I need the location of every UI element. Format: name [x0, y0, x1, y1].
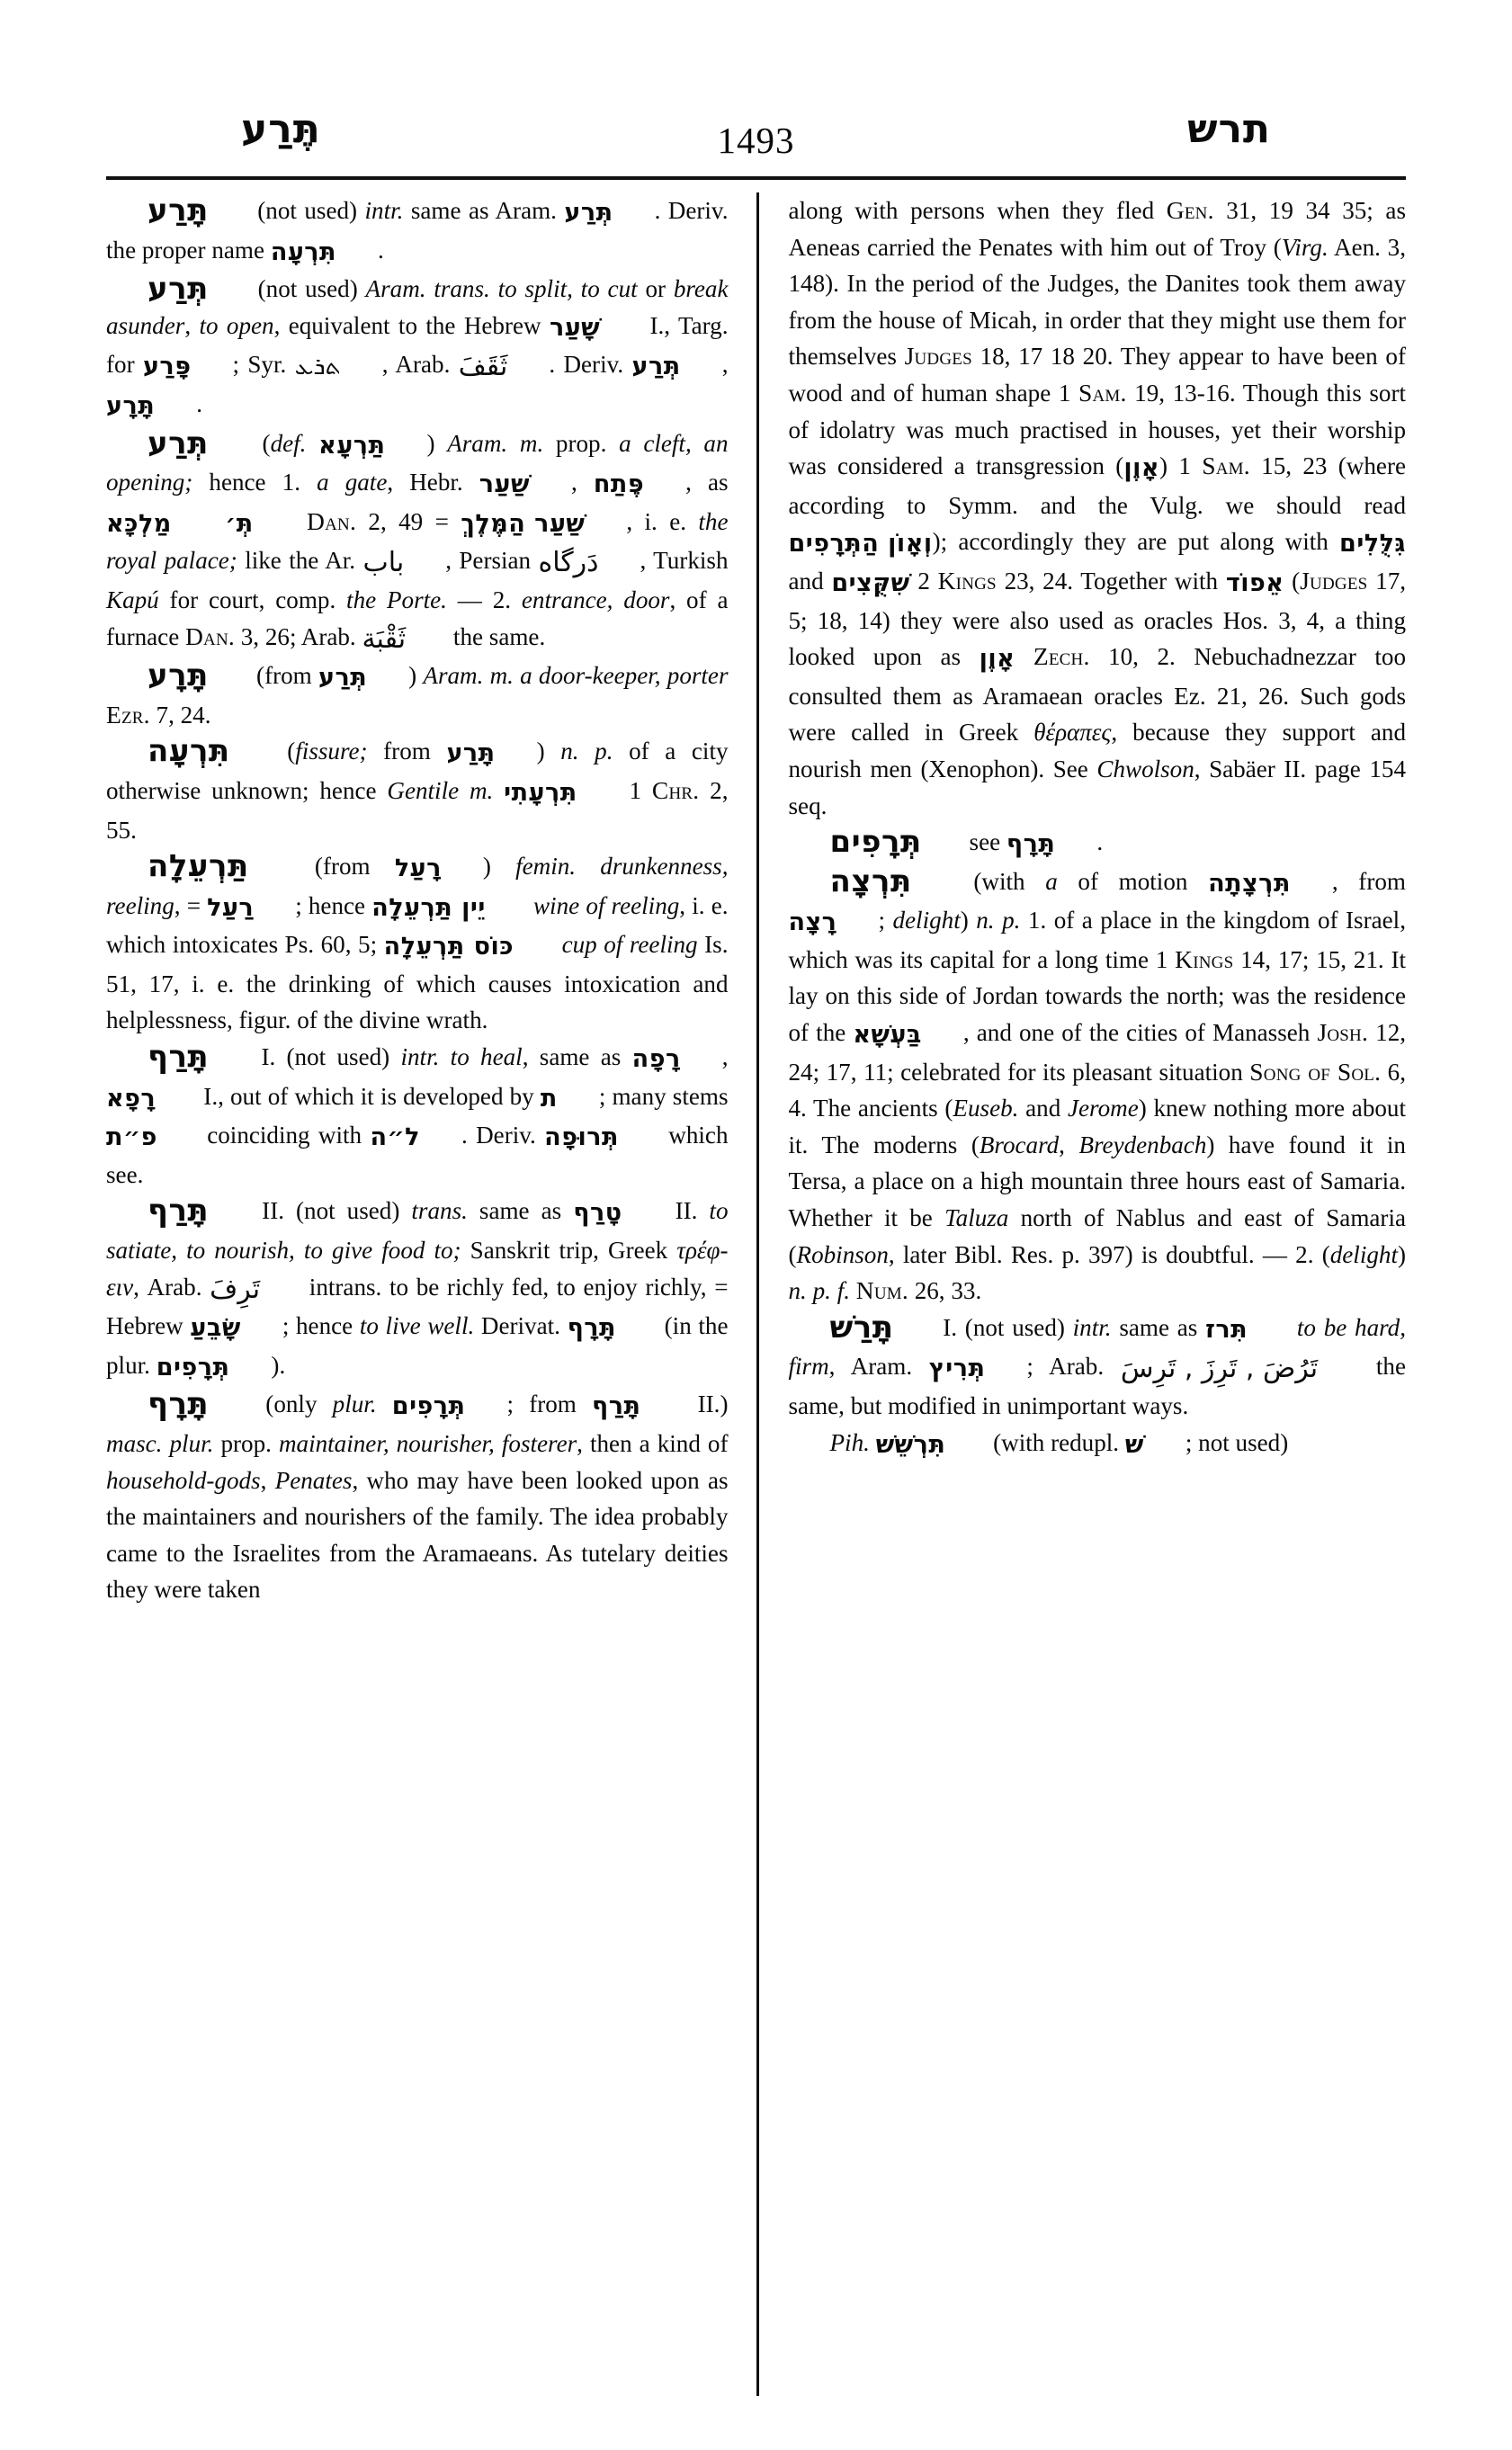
entry-text: , Arab.	[381, 351, 459, 379]
hebrew-form: טָרַף	[573, 1199, 622, 1228]
page-number: 1493	[717, 120, 795, 161]
greek-form: θέραπες	[1033, 719, 1112, 747]
arabic-form: تَرِفَ	[210, 1273, 261, 1305]
entry-text: 1	[618, 776, 652, 804]
left-column	[106, 192, 756, 2396]
entry-text: ) knew nothing more about it. The moderns (	[788, 1095, 1406, 1158]
entry-text: Derivat.	[474, 1312, 568, 1340]
entry-text: , equivalent to the Hebrew	[273, 311, 550, 339]
hebrew-form: רָצָה	[788, 908, 837, 937]
entry-text: ;	[878, 907, 893, 934]
entry-text: (with redupl.	[987, 1428, 1125, 1456]
entry-text: , because they support and nourish men (Xenophon). See	[788, 719, 1406, 782]
hebrew-form: אֵפוֹד	[1225, 568, 1284, 597]
entry-gloss: n. p. f.	[788, 1277, 850, 1305]
hebrew-form: תִּרְעָתִי	[504, 778, 577, 807]
entry-text	[377, 1390, 392, 1417]
entry-text: (from	[249, 662, 318, 690]
entry-text: same as	[1111, 1313, 1206, 1341]
entry-gloss: break asunder	[106, 275, 729, 339]
headword: תְּרַע	[148, 271, 209, 308]
entry-gloss: to live well.	[359, 1312, 475, 1340]
entry-gloss: Aram. m.	[423, 662, 514, 690]
entry-text: , Hebr.	[387, 469, 479, 496]
hebrew-form: גִּלֻּלִים	[1339, 530, 1406, 559]
entry-text: same as	[467, 1197, 574, 1225]
entry-text: coinciding with	[198, 1122, 371, 1149]
entry-text	[870, 1429, 876, 1456]
arabic-form: باب	[362, 547, 405, 579]
entry-text: , Persian	[445, 547, 539, 575]
entry-gloss: delight	[1329, 1240, 1398, 1268]
entry-teraphim-continuation	[789, 192, 1407, 824]
entry-text: , Sabäer II. page 154 seq.	[788, 755, 1406, 819]
entry-gloss: intr.	[364, 197, 404, 224]
entry-text: for court, comp.	[158, 586, 347, 613]
entry-text: Sanskrit trip, Greek	[461, 1237, 677, 1265]
headword: תָּרָף	[148, 1386, 210, 1423]
entry-text: — 2.	[446, 586, 522, 613]
entry-gloss: Penates	[274, 1466, 353, 1494]
entry-text: , Aram.	[828, 1353, 929, 1381]
entry-text: 31, 19 34 35; as Aeneas carried the Penates with him out of Troy (	[788, 197, 1406, 261]
author-name: Robinson	[796, 1240, 889, 1268]
entry-text	[306, 430, 318, 457]
entry-text: I., out of which it is developed by	[197, 1082, 541, 1110]
entry-text: see	[962, 828, 1007, 856]
hebrew-form: תְּרוּפָה	[544, 1123, 619, 1152]
hebrew-form: רַעַל	[207, 893, 255, 922]
hebrew-form: פָּרַע	[142, 353, 192, 381]
entry-text: (	[271, 738, 296, 765]
entry-gloss: a gate	[317, 469, 388, 496]
entry-gloss: n. p.	[976, 907, 1021, 934]
entry-gloss: to satiate, to nourish, to give food to;	[106, 1197, 729, 1265]
entry-text	[1289, 1314, 1297, 1341]
entry-gloss: to open	[199, 311, 274, 339]
entry-text: .	[378, 236, 384, 264]
entry-text: ,	[184, 311, 200, 339]
entry-text	[555, 931, 562, 958]
hebrew-form: בַּעְשָׁא	[853, 1021, 922, 1050]
entry-text: or	[637, 275, 674, 303]
entry-text: 2	[909, 567, 938, 595]
entry-text: 6, 4. The ancients (	[788, 1058, 1406, 1122]
entry-text: ; Syr.	[232, 351, 295, 379]
entry-text: ,	[1059, 1131, 1079, 1158]
entry-text: , =	[174, 891, 208, 919]
entry-text	[1015, 643, 1033, 670]
entry-text: I. (not used)	[935, 1313, 1073, 1341]
entry-gloss: cup of reeling	[561, 931, 698, 959]
hebrew-form: תִּרְשֵׁשׁ	[875, 1430, 946, 1459]
entry-text: .	[196, 389, 202, 417]
entry-text: ; hence	[282, 1312, 360, 1340]
entry-text: north of Nablus and east of Samaria (	[788, 1204, 1406, 1268]
entry-text: .	[1096, 828, 1104, 856]
entry-text: , Arab.	[133, 1273, 210, 1301]
entry-text: which see.	[106, 1122, 729, 1188]
hebrew-form: ל״ה	[370, 1123, 420, 1152]
persian-form: دَرگاه	[538, 547, 599, 579]
entry-text: intrans. to be richly fed, to enjoy richly, = Hebrew	[106, 1273, 729, 1340]
entry-text: ; hence	[295, 891, 372, 919]
entry-text: (not used)	[249, 275, 366, 303]
entry-text: 2, 49 =	[356, 507, 461, 535]
arabic-form: تَرُضَ , تَرِزَ , تَرِسَ	[1120, 1353, 1319, 1385]
entry-text: )	[1397, 1240, 1406, 1268]
entry-text: (with	[953, 867, 1046, 895]
entry-gloss: a cleft, an opening;	[106, 429, 729, 496]
entry-gloss: trans.	[411, 1197, 468, 1225]
author-name: Euseb.	[953, 1095, 1019, 1122]
hebrew-form: וְאָוֹן הַתְּרָפִים	[788, 530, 933, 559]
entry-gloss: the royal palace;	[106, 507, 729, 575]
entry-text: 17, 5; 18, 14) they were also used as oracles Hos. 3, 4, a thing looked upon as	[788, 567, 1407, 671]
entry-text: (	[249, 429, 271, 457]
hebrew-form: שׁ	[1124, 1430, 1144, 1459]
bible-book: Josh.	[1317, 1018, 1369, 1047]
entry-gloss: intr.	[1072, 1313, 1112, 1341]
entry-tarash	[789, 1310, 1407, 1463]
entry-text: the same, but modified in unimportant ways.	[788, 1353, 1406, 1419]
hebrew-form: יֵין תַּרְעֵלָה	[371, 893, 486, 922]
entry-text: Is. 51, 17, i. e. the drinking of which causes intoxication and helplessness, figur. of the divine wrath.	[106, 931, 729, 1034]
hebrew-form: תִּרְעָה	[270, 237, 337, 266]
entry-gloss: femin. drunkenness, reeling	[106, 853, 729, 919]
entry-text: 23, 24. Together with	[996, 567, 1226, 595]
hebrew-form: תְּרָפִים	[391, 1392, 466, 1421]
hebrew-form: תְּרָפִים	[156, 1353, 230, 1381]
bible-book: Num.	[855, 1276, 908, 1305]
bible-book: Judges	[904, 342, 972, 371]
entry-gloss: def.	[270, 429, 307, 457]
entry-text: prop.	[543, 429, 620, 457]
entry-text: , later Bibl. Res. p. 397) is doubtful. — 2. (	[888, 1240, 1330, 1268]
bible-book: Kings	[1175, 944, 1234, 973]
entry-text: , from	[1331, 867, 1406, 895]
entry-text: 12, 24; 17, 11; celebrated for its pleasant situation	[788, 1019, 1407, 1086]
author-name: Brocard	[979, 1131, 1060, 1158]
entry-text: 1. of a place in the kingdom of Israel, which was its capital for a long time 1	[788, 907, 1406, 973]
entry-text: 10, 2. Nebuchadnezzar too consulted them as Aramaean oracles Ez. 21, 26. Such gods were called in Greek	[788, 643, 1406, 747]
hebrew-form: פֶּתַח	[593, 470, 645, 499]
headword: תָּרַף	[148, 1039, 210, 1076]
entry-teraphim-9	[106, 1386, 729, 1608]
hebrew-form: תָּרָע	[106, 391, 156, 420]
entry-tarelah-6	[106, 848, 729, 1039]
bible-book: Judges	[1300, 566, 1368, 595]
author-name: Jerome	[1068, 1095, 1139, 1122]
hebrew-form: תִּרז	[1205, 1315, 1248, 1344]
entry-text: ; not used)	[1185, 1428, 1289, 1456]
greek-form: τρέφ-ειν	[106, 1237, 729, 1301]
entry-text: I., Targ. for	[106, 311, 729, 379]
entry-text: ) have found it in Tersa, a place on a high mountain three hours east of Samaria. Whether it be	[788, 1131, 1406, 1232]
entry-text: of motion	[1057, 867, 1209, 895]
hebrew-form: רָפָא	[106, 1084, 157, 1113]
entry-text: (from	[290, 853, 395, 881]
entry-text: 3, 26; Arab.	[234, 622, 362, 650]
entry-text	[213, 508, 225, 535]
entry-text: )	[408, 662, 424, 690]
entry-text: , i. e. which intoxicates Ps. 60, 5;	[106, 891, 729, 959]
entry-text: (not used)	[249, 197, 365, 224]
entry-gloss: intr. to heal	[400, 1043, 523, 1071]
entry-gloss: plur.	[332, 1390, 377, 1418]
entry-text: II.	[663, 1197, 710, 1225]
entry-gloss: household-gods	[106, 1466, 261, 1494]
headword: תָּרָע	[148, 657, 209, 694]
hebrew-form: שִׁקֻּצִים	[831, 568, 910, 597]
hebrew-form: שַׁעַר הַמֶּלֶךְ	[461, 509, 586, 538]
entry-text: ,	[260, 1466, 275, 1494]
entry-gloss: Gentile m.	[387, 776, 494, 804]
entry-teraphim-crossref	[789, 824, 1407, 863]
running-head	[106, 106, 1406, 162]
bible-book: Chr.	[651, 775, 700, 804]
hebrew-form: פ״ת	[106, 1123, 157, 1152]
entry-text: )	[536, 738, 561, 765]
entry-text: 19, 13-16. Though this sort of idolatry was much practised in houses, yet their worship was considered a transgression (	[788, 379, 1406, 480]
place-name: Taluza	[944, 1204, 1009, 1232]
bible-book: Dan.	[185, 621, 235, 650]
author-name: Chwolson	[1096, 755, 1194, 782]
hebrew-form: תְּרַע	[318, 664, 368, 693]
entry-gloss: fissure;	[295, 738, 368, 765]
entry-gloss: wine of reeling	[532, 891, 680, 919]
hebrew-form: שַׁעַר	[479, 470, 530, 499]
entry-taraph-7	[106, 1039, 729, 1193]
bible-book: Song of Sol.	[1249, 1057, 1382, 1086]
hebrew-form: רָפָה	[631, 1045, 681, 1074]
entry-gloss: delight	[892, 907, 961, 934]
headword: תָּרַשׁ	[829, 1309, 894, 1346]
entry-text: , same as	[522, 1043, 632, 1071]
bible-book: Sam.	[1078, 378, 1127, 407]
entry-text: 14, 17; 15, 21. It lay on this side of Jordan towards the north; was the residence of the	[788, 945, 1407, 1047]
headword: תִּרְעָה	[148, 733, 230, 770]
entry-tara-4	[106, 657, 729, 733]
entry-text: , then a kind of	[577, 1430, 729, 1457]
syriac-form: ܬܪܥ	[294, 353, 341, 381]
hebrew-form: אָוֶן	[979, 645, 1015, 674]
entry-gloss: the Porte.	[346, 586, 447, 613]
entry-gloss: a door-keeper, porter	[520, 662, 729, 690]
entry-gloss: a	[1045, 867, 1058, 895]
right-column	[756, 192, 1407, 2396]
entry-text: ; Arab.	[1026, 1353, 1121, 1381]
hebrew-form: שָׂבֵעַ	[190, 1314, 241, 1343]
entry-text: , Turkish	[640, 547, 729, 575]
entry-text: ,	[570, 469, 594, 496]
entry-text: 26, 33.	[908, 1277, 982, 1305]
hebrew-form: תָּרָף	[1006, 830, 1056, 859]
entry-text: (in the plur.	[106, 1312, 729, 1379]
bible-book: Sam.	[1202, 452, 1250, 480]
hebrew-form: תָּרַף	[592, 1392, 641, 1421]
arabic-form: ثَقْبَة	[362, 622, 407, 655]
entry-text: , of a furnace	[106, 586, 729, 650]
hebrew-form: תְּ׳	[225, 509, 254, 538]
hebrew-form: תַּרְעָא	[318, 431, 386, 460]
entry-text: II. (not used)	[250, 1197, 412, 1225]
entry-text: 15, 23 (where according to Symm. and the Vulg. we should read	[788, 452, 1407, 519]
entry-text: like the Ar.	[237, 547, 363, 575]
entry-tera-2	[106, 271, 729, 425]
entry-text: . Deriv.	[461, 1122, 545, 1149]
bible-book: Zech.	[1033, 642, 1090, 671]
entry-text: 2, 55.	[106, 776, 729, 844]
entry-text	[850, 1277, 856, 1304]
hebrew-form: מַלְכָּא	[106, 509, 172, 538]
entry-text: ; from	[506, 1390, 593, 1418]
bible-book: Kings	[937, 566, 997, 595]
bible-book: Ezr.	[106, 700, 150, 729]
entry-text: )	[960, 907, 977, 934]
running-head-right-lemma: תרש	[1187, 106, 1271, 152]
entry-text: 18, 17 18 20. They appear to have been of wood and of human shape 1	[788, 343, 1406, 407]
headword: תַּרְעֵלָה	[148, 848, 249, 885]
author-name: Breydenbach	[1078, 1131, 1207, 1158]
entry-text: ); accordingly they are put along with	[932, 528, 1340, 556]
entry-text: same as Aram.	[403, 197, 565, 224]
author-name: Virg.	[1281, 233, 1329, 261]
entry-gloss: maintainer, nourisher, fosterer	[278, 1430, 577, 1457]
entry-gloss: to be hard, firm	[788, 1313, 1406, 1381]
entry-text: hence 1.	[192, 469, 318, 496]
entry-text: along with persons when they fled	[788, 197, 1167, 224]
entry-text: and	[788, 567, 832, 595]
entry-text: , as	[685, 469, 729, 496]
hebrew-form: תָּרָף	[567, 1314, 616, 1343]
hebrew-form: תְּרַע	[564, 199, 613, 227]
entry-text: ; many stems	[598, 1082, 729, 1110]
entry-tera-1	[106, 192, 729, 271]
entry-text: II.)	[682, 1390, 729, 1418]
conjugation-label: Pih.	[829, 1428, 870, 1456]
entry-tirah-5	[106, 733, 729, 848]
headword: תִּרְצָה	[829, 863, 912, 899]
hebrew-form: תִּרְצָתָה	[1208, 869, 1291, 898]
hebrew-form: תָּרַע	[446, 739, 496, 768]
entry-text: )	[482, 853, 516, 881]
entry-gloss: masc. plur.	[106, 1430, 214, 1457]
running-head-left-lemma: תֶּרַע	[241, 106, 321, 152]
hebrew-form: שָׁעַר	[549, 313, 601, 342]
entry-text: . Deriv. the proper name	[106, 197, 729, 264]
entry-tirzah	[789, 863, 1407, 1310]
entry-text: (	[1284, 567, 1301, 595]
entry-text: ).	[271, 1351, 286, 1379]
entry-tera-3	[106, 425, 729, 658]
hebrew-form: ת	[540, 1084, 558, 1113]
headword: תָּרַף	[148, 1193, 210, 1229]
entry-text: ,	[721, 351, 729, 379]
entry-gloss: Aram. m.	[447, 429, 544, 457]
headword: תְּרַע	[148, 425, 209, 461]
entry-taraph-8	[106, 1193, 729, 1386]
headword: תָּרַע	[148, 192, 209, 228]
entry-text: from	[367, 738, 447, 765]
entry-text: , who may have been looked upon as the maintainers and nourishers of the family. The idea probably came to the Israelites from the Aramaeans. As tutelary deities they were taken	[106, 1466, 729, 1604]
headword: תְּרָפִים	[829, 824, 922, 861]
entry-gloss: Aram. trans. to split, to cut	[365, 275, 638, 303]
entry-text: ) 1	[1159, 452, 1203, 480]
hebrew-form: כּוֹס תַּרְעֵלָה	[383, 933, 514, 961]
hebrew-form: תְּרִיץ	[928, 1355, 986, 1383]
text-body	[106, 192, 1406, 2396]
hebrew-form: רָעַל	[394, 854, 442, 883]
arabic-form: ثَقَفَ	[458, 351, 508, 383]
entry-text	[527, 892, 533, 919]
entry-text: , and one of the cities of Manasseh	[962, 1019, 1318, 1047]
hebrew-form: תְּרַע	[631, 353, 681, 381]
entry-text: . Deriv.	[549, 351, 632, 379]
bible-book: Gen.	[1166, 196, 1214, 224]
entry-text: the same.	[447, 622, 546, 650]
entry-text: , i. e.	[626, 507, 699, 535]
entry-text: (only	[250, 1390, 333, 1418]
entry-text: and	[1018, 1095, 1068, 1122]
entry-text: I. (not used)	[250, 1043, 401, 1071]
entry-text: Aen. 3, 148). In the period of the Judges, the Danites took them away from the house of Micah, in order that they might use them for themselves	[788, 233, 1406, 371]
entry-gloss: entrance, door	[521, 586, 670, 613]
entry-text	[493, 777, 504, 804]
entry-text	[295, 508, 307, 535]
hebrew-form: אָוֶן	[1123, 454, 1160, 483]
entry-gloss: Kapú	[106, 586, 159, 613]
entry-text: of a city otherwise unknown; hence	[106, 738, 729, 804]
entry-text: ,	[721, 1043, 729, 1071]
entry-gloss: n. p.	[560, 738, 613, 765]
entry-text: )	[426, 429, 448, 457]
entry-text: 7, 24.	[149, 701, 211, 729]
bible-book: Dan.	[307, 506, 357, 535]
header-rule	[106, 176, 1406, 180]
entry-text: prop.	[213, 1430, 279, 1457]
